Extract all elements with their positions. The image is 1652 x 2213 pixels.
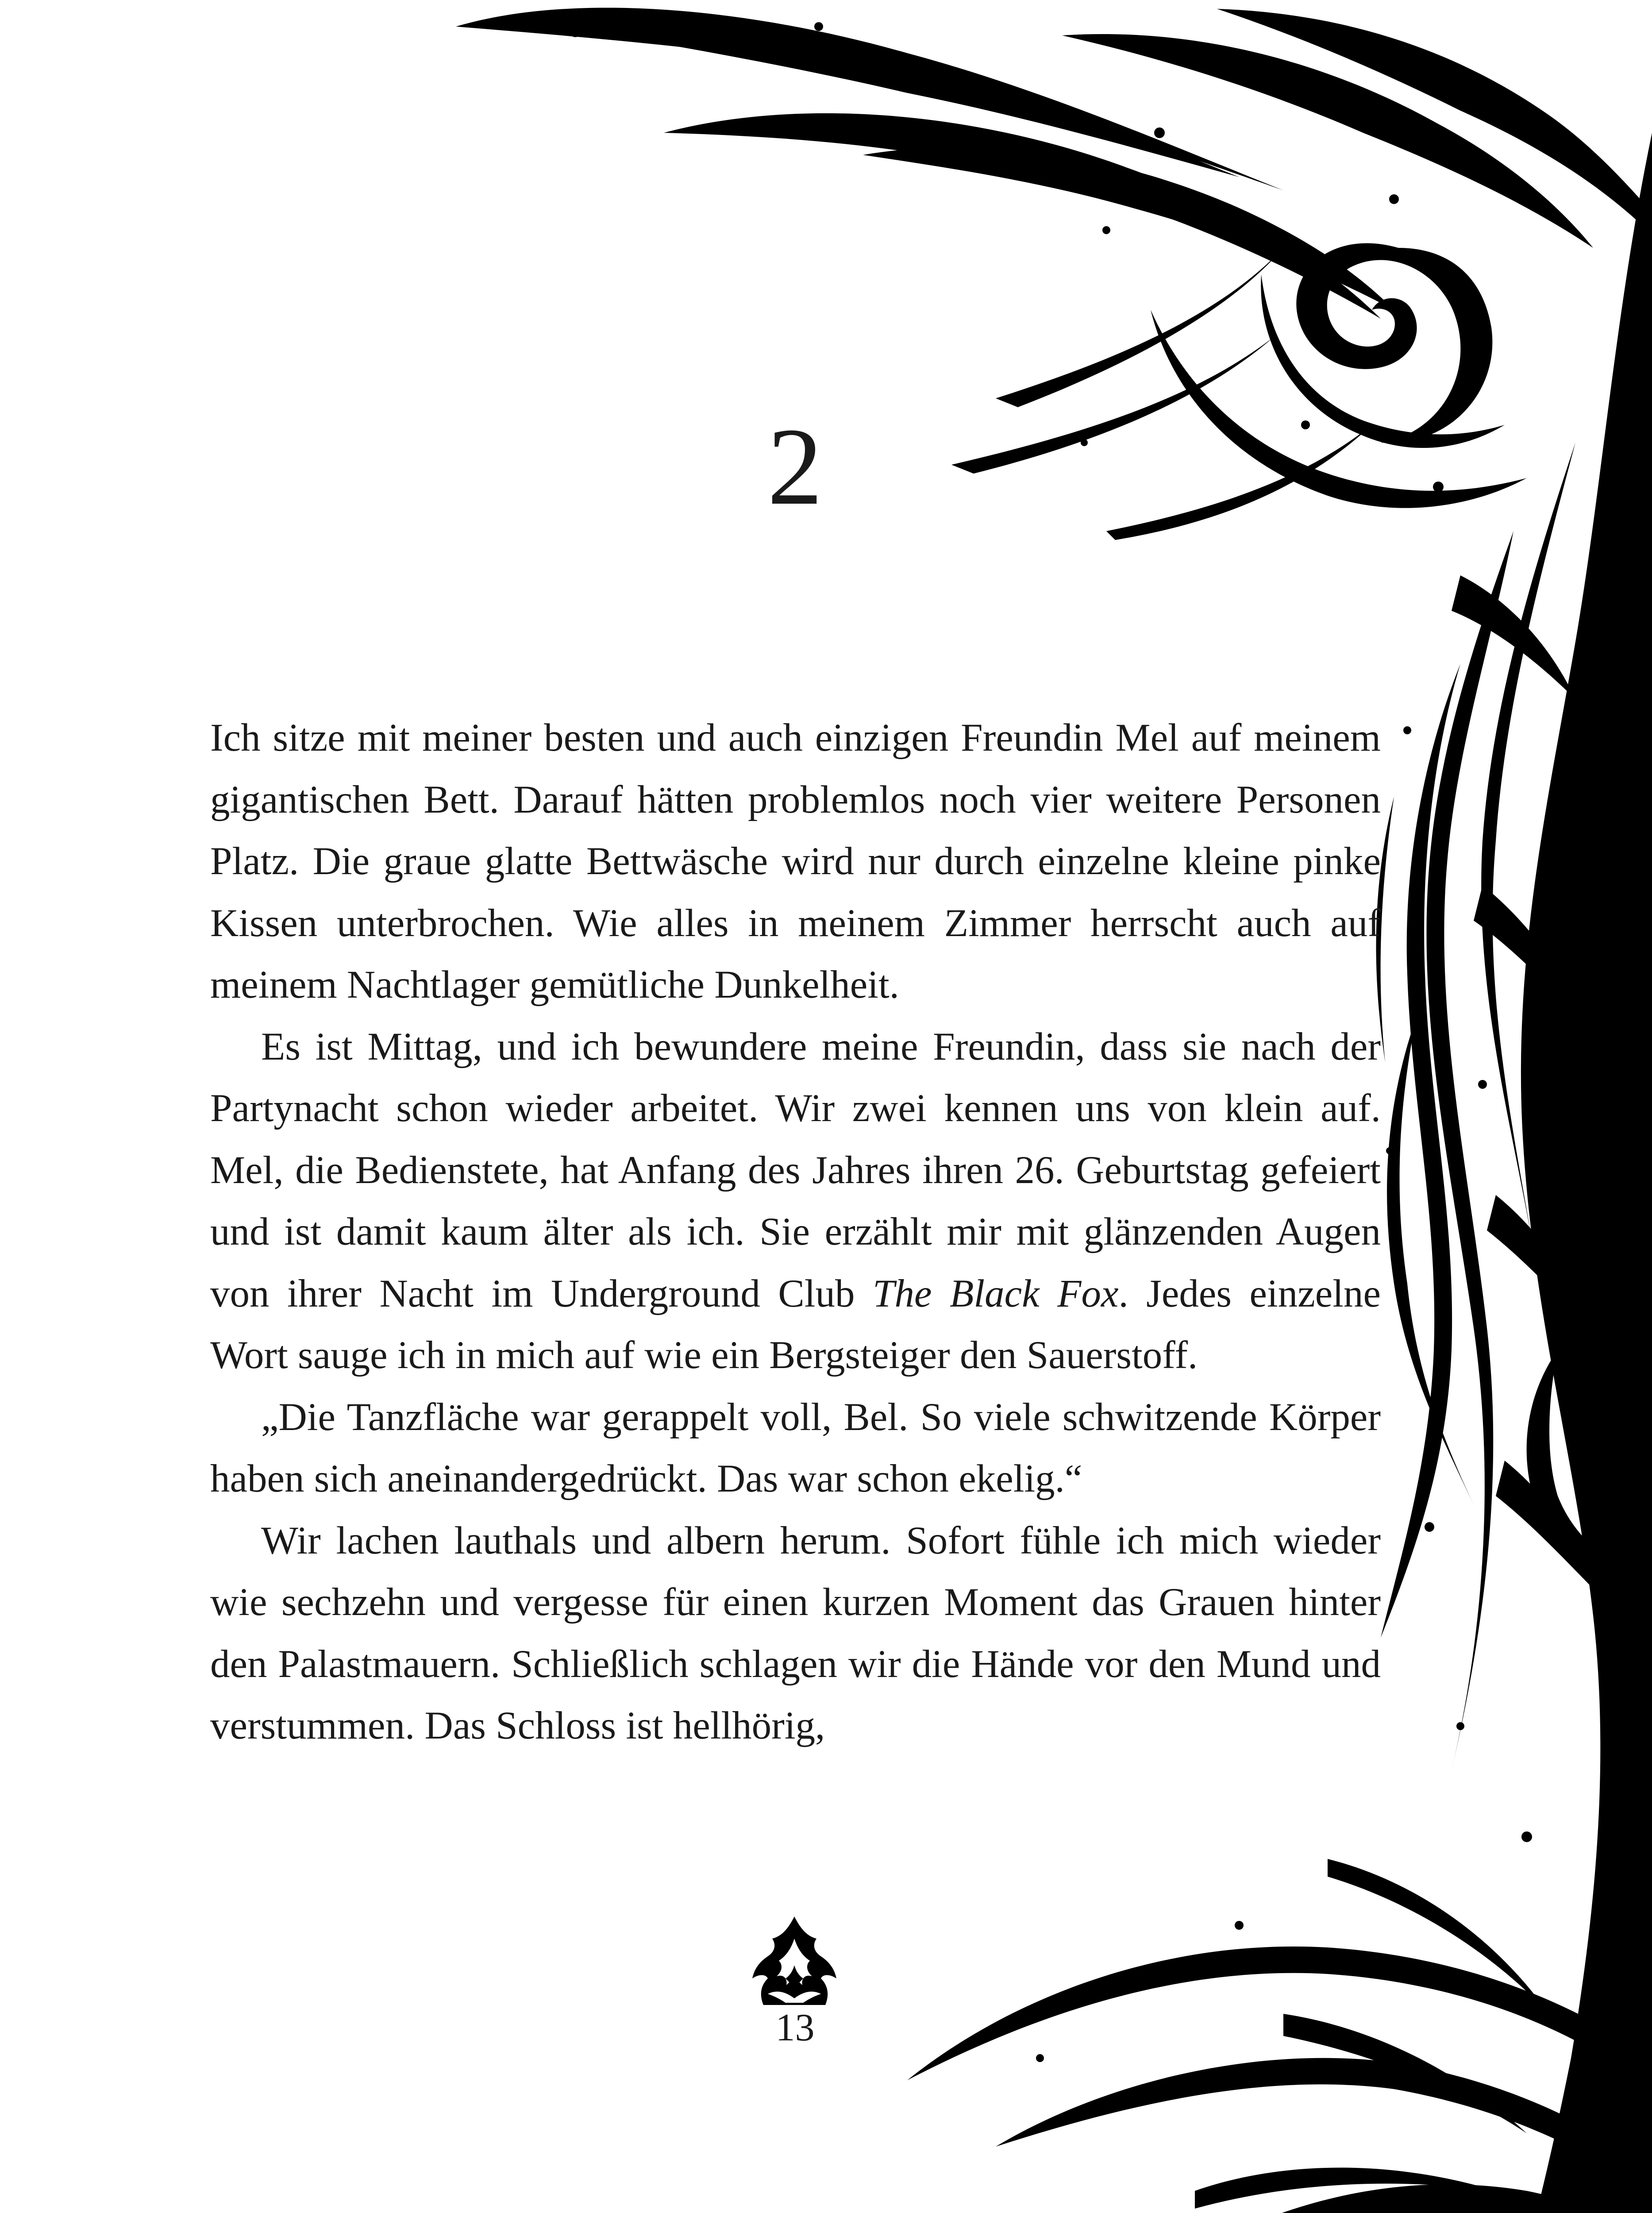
flame-icon	[750, 1912, 839, 2014]
page-number: 13	[775, 2006, 815, 2049]
paragraph	[210, 1016, 1381, 1387]
body-text	[210, 707, 1381, 1757]
paragraph: „Die Tanzfläche war gerappelt voll, Bel. So viele schwitzende Körper haben sich aneinandergedrückt. Das war schon ekelig.“	[210, 1395, 1381, 1500]
paragraph: Ich sitze mit meiner besten und auch einzigen Freundin Mel auf meinem gigantischen Bett. Darauf hätten problemlos noch vier weitere Personen Platz. Die graue glatte Bettwäsche wird nur durch einzelne kleine pinke Kissen unterbrochen. Wie alles in meinem Zimmer herrscht auch auf meinem Nachtlager gemütliche Dunkelheit.	[210, 716, 1381, 1006]
paragraph-text: Es ist Mittag, und ich bewundere meine Freundin, dass sie nach der Partynacht schon wieder arbeitet. Wir zwei kennen uns von klein auf. Mel, die Bedienstete, hat Anfang des Jahres ihren 26. Geburtstag gefeiert und ist damit kaum älter als ich. Sie erzählt mir mit glänzenden Augen von ihrer Nacht im Underground Club	[210, 1025, 1381, 1315]
paragraph-text: . Jedes einzelne Wort sauge ich in mich auf wie ein Bergsteiger den Sauerstoff.	[210, 1272, 1381, 1377]
chapter-number: 2	[767, 405, 823, 528]
club-name: The Black Fox	[873, 1272, 1119, 1315]
paragraph: Wir lachen lauthals und albern herum. Sofort fühle ich mich wieder wie sechzehn und vergesse für einen kurzen Moment das Grauen hinter den Palastmauern. Schließlich schlagen wir die Hände vor den Mund und verstummen. Das Schloss ist hellhörig,	[210, 1519, 1381, 1747]
